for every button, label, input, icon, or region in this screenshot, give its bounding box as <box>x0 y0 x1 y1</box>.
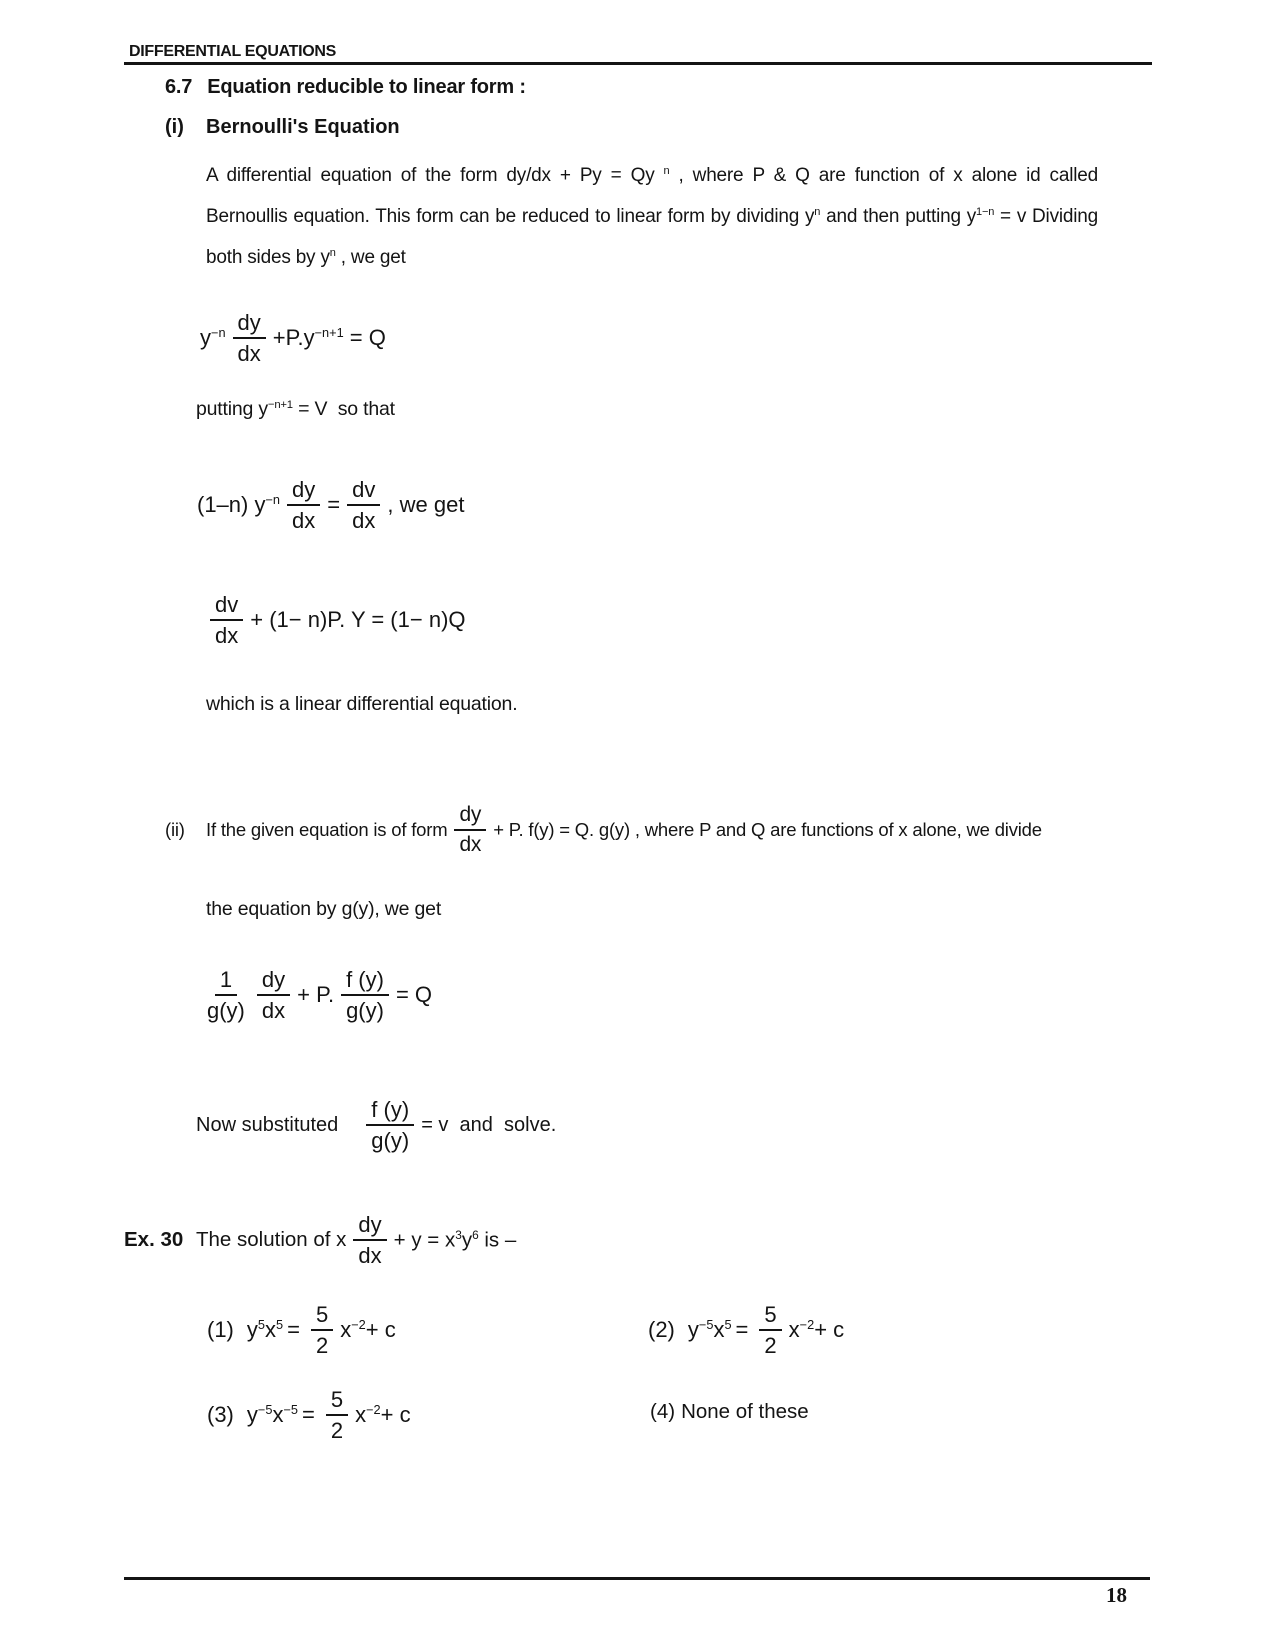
fraction-denominator: 2 <box>315 1333 329 1358</box>
bernoulli-title: Bernoulli's Equation <box>206 116 400 138</box>
fraction-numerator: f (y) <box>341 968 389 996</box>
fraction-denominator: 2 <box>764 1333 777 1358</box>
equals-sign: = <box>301 1402 315 1427</box>
superscript-5: 5 <box>724 1317 732 1333</box>
paragraph-text: Bernoullis equation. This form can be reduced to linear form by dividing y <box>206 205 815 227</box>
fraction-numerator: 5 <box>311 1303 333 1331</box>
general-marker: (ii) <box>165 819 185 840</box>
fraction-dy-dx <box>233 311 266 365</box>
option-rhs <box>355 1402 411 1428</box>
superscript-n: n <box>663 165 670 177</box>
page-number: 18 <box>1106 1583 1127 1607</box>
option-lhs <box>247 1402 298 1428</box>
fraction-5-over-2 <box>326 1388 348 1442</box>
equation-text: +P.y <box>272 325 315 350</box>
fraction-5-over-2 <box>311 1303 333 1357</box>
bernoulli-marker: (i) <box>165 116 184 138</box>
equation-term <box>273 325 386 351</box>
fraction-denominator: g(y) <box>207 998 245 1023</box>
fraction-dy-dx <box>257 968 290 1022</box>
paragraph-line-1 <box>206 151 1098 192</box>
superscript-1-minus-n: 1−n <box>976 206 995 218</box>
fraction-dy-dx <box>353 1213 386 1267</box>
fraction-dy-dx <box>454 804 486 856</box>
option-4 <box>650 1400 809 1424</box>
fraction-numerator: dy <box>353 1213 386 1241</box>
example-pre-text: The solution of x <box>196 1228 347 1251</box>
fraction-numerator: 5 <box>759 1303 781 1331</box>
paragraph-line-2 <box>206 192 1098 233</box>
equation-text: + y = x <box>393 1228 456 1252</box>
superscript-minus-2: −2 <box>799 1317 815 1333</box>
fraction-numerator: f (y) <box>366 1098 414 1126</box>
paragraph-text: = v Dividing <box>994 205 1099 227</box>
equation-text: + c <box>365 1317 396 1342</box>
option-lhs <box>688 1317 732 1343</box>
superscript-minus-5: −5 <box>698 1317 714 1333</box>
fraction-numerator: dy <box>257 968 290 996</box>
example-label: Ex. 30 <box>124 1228 184 1251</box>
fraction-denominator: dx <box>459 833 482 856</box>
fraction-denominator: dx <box>292 508 316 533</box>
equals-sign: = <box>735 1317 749 1342</box>
fraction-denominator: dx <box>261 998 286 1023</box>
equation-text: y <box>246 1402 258 1427</box>
header-rule <box>124 62 1152 65</box>
option-rhs <box>789 1317 845 1343</box>
option-marker: (1) <box>207 1317 234 1342</box>
equation-term <box>200 325 226 351</box>
substitute-line <box>196 1093 556 1157</box>
equation-linear-result <box>210 588 466 652</box>
equation-substitution <box>197 473 464 537</box>
fraction-1-over-gy <box>202 968 250 1022</box>
equation-text: y <box>687 1317 699 1342</box>
equation-text: is – <box>478 1228 517 1252</box>
paragraph-text: A differential equation of the form dy/dx + Py = Qy <box>206 164 664 186</box>
substitute-pre-text: Now substituted <box>196 1113 339 1136</box>
equation-text: y <box>246 1317 258 1342</box>
example-row <box>124 1208 516 1272</box>
linear-note: which is a linear differential equation. <box>206 693 518 715</box>
equation-bernoulli-divided <box>200 306 386 370</box>
equation-text: (1–n) y <box>197 492 266 517</box>
page-header-title: DIFFERENTIAL EQUATIONS <box>129 43 337 60</box>
superscript-n: n <box>814 206 821 218</box>
superscript-minus-5: −5 <box>257 1402 273 1418</box>
equation-text: + c <box>814 1317 845 1342</box>
footer-rule <box>124 1577 1150 1580</box>
bernoulli-paragraph <box>206 151 1098 274</box>
equation-text: + (1− n)P. Y = (1− n)Q <box>250 607 466 632</box>
fraction-numerator: 1 <box>215 968 237 996</box>
equation-text: y <box>200 325 211 350</box>
superscript-minus-5: −5 <box>283 1402 298 1418</box>
fraction-numerator: 5 <box>326 1388 348 1416</box>
section-title: Equation reducible to linear form : <box>207 76 526 98</box>
substitute-post-text: = v and solve. <box>421 1113 557 1136</box>
superscript-minus-n: −n <box>211 325 226 341</box>
fraction-dv-dx <box>347 478 380 532</box>
equation-text: = Q <box>343 325 386 350</box>
fraction-denominator: dx <box>237 341 261 366</box>
section-heading <box>165 76 526 99</box>
equation-term <box>197 492 280 518</box>
general-pre-text: If the given equation is of form <box>206 819 448 840</box>
paragraph-text: and then putting y <box>820 205 977 227</box>
paragraph-text: , where P & Q are function of x alone id called <box>669 164 1099 186</box>
fraction-dv-dx <box>210 593 243 647</box>
equation-text: + c <box>380 1402 411 1427</box>
fraction-denominator: dx <box>358 1243 382 1268</box>
option-3 <box>207 1383 411 1447</box>
fraction-denominator: g(y) <box>371 1128 410 1153</box>
fraction-denominator: 2 <box>330 1418 344 1443</box>
option-text: None of these <box>681 1400 809 1423</box>
paragraph-text: both sides by y <box>206 246 330 268</box>
superscript-minus-n-plus-1: −n+1 <box>314 325 344 341</box>
equation-text: + P. <box>297 982 335 1007</box>
putting-line <box>196 398 395 421</box>
equation-text: x <box>264 1317 276 1342</box>
equation-text: x <box>355 1402 367 1427</box>
equation-text: x <box>713 1317 725 1342</box>
superscript-minus-n-plus-1: −n+1 <box>267 399 293 411</box>
fraction-numerator: dv <box>347 478 380 506</box>
equals-sign: = <box>327 492 341 517</box>
fraction-fy-over-gy <box>366 1098 414 1152</box>
equation-general-divided <box>202 962 432 1028</box>
option-marker: (2) <box>648 1317 675 1342</box>
fraction-numerator: dy <box>287 478 320 506</box>
fraction-denominator: dx <box>215 623 239 648</box>
fraction-numerator: dy <box>454 804 486 831</box>
putting-text: putting y <box>196 398 268 420</box>
equation-text: x <box>788 1317 800 1342</box>
option-2 <box>648 1298 844 1362</box>
option-marker: (4) <box>650 1400 676 1423</box>
section-number: 6.7 <box>165 76 193 98</box>
superscript-6: 6 <box>472 1227 479 1242</box>
superscript-3: 3 <box>455 1227 462 1242</box>
equation-text: y <box>461 1228 473 1252</box>
fraction-dy-dx <box>287 478 320 532</box>
fraction-numerator: dv <box>210 593 243 621</box>
option-1 <box>207 1298 396 1362</box>
example-equation <box>394 1228 517 1252</box>
superscript-minus-n: −n <box>265 492 281 508</box>
option-lhs <box>247 1317 283 1343</box>
paragraph-line-3 <box>206 233 1098 274</box>
superscript-n: n <box>329 247 336 259</box>
superscript-5: 5 <box>275 1317 284 1333</box>
option-rhs <box>340 1317 396 1343</box>
putting-text: = V so that <box>292 398 395 420</box>
equation-text: , we get <box>387 492 465 517</box>
superscript-5: 5 <box>257 1317 265 1333</box>
general-post-text: + P. f(y) = Q. g(y) , where P and Q are functions of x alone, we divide <box>493 819 1042 840</box>
fraction-denominator: g(y) <box>346 998 384 1023</box>
fraction-numerator: dy <box>233 311 266 339</box>
fraction-denominator: dx <box>352 508 376 533</box>
equation-text: = Q <box>395 982 433 1007</box>
superscript-minus-2: −2 <box>366 1402 381 1418</box>
equation-text: x <box>272 1402 284 1427</box>
paragraph-text: , we get <box>335 246 406 268</box>
fraction-5-over-2 <box>759 1303 781 1357</box>
fraction-fy-over-gy <box>341 968 389 1022</box>
equation-text: x <box>340 1317 352 1342</box>
divide-note: the equation by g(y), we get <box>206 898 442 920</box>
bernoulli-heading <box>165 116 400 139</box>
superscript-minus-2: −2 <box>351 1317 366 1333</box>
option-marker: (3) <box>207 1402 234 1427</box>
equals-sign: = <box>287 1317 300 1342</box>
general-form-line <box>165 800 1042 860</box>
